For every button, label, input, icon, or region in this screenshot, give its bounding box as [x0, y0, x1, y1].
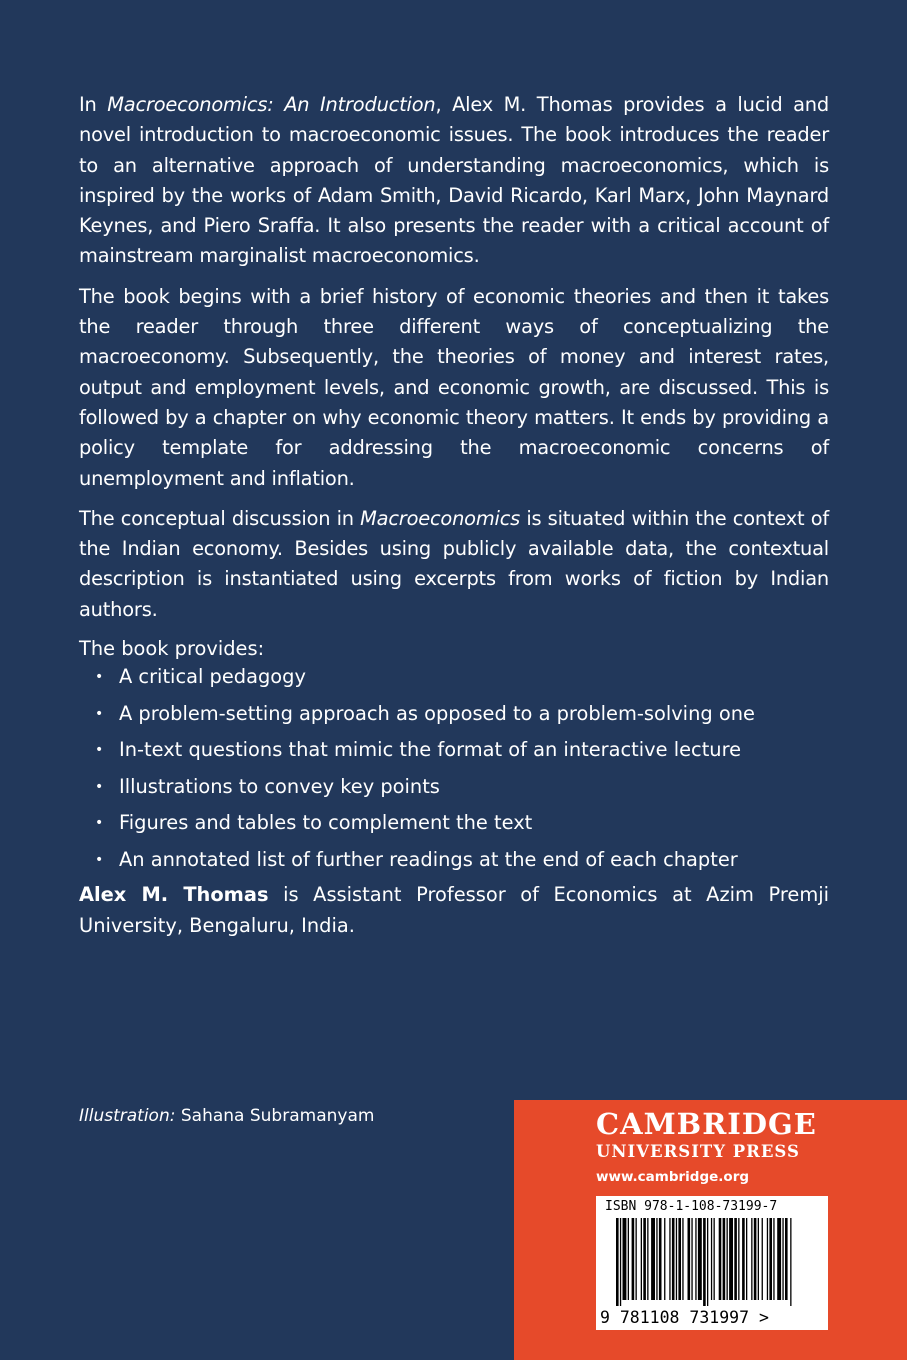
- barcode-bar: [623, 1218, 627, 1300]
- barcode-bar: [777, 1218, 781, 1300]
- barcode-bars: [598, 1218, 826, 1306]
- bullet-icon: •: [95, 851, 104, 868]
- barcode-bar: [719, 1218, 722, 1300]
- barcode-bar: [664, 1218, 665, 1300]
- bullet-icon: •: [95, 705, 104, 722]
- barcode-bar: [703, 1218, 706, 1306]
- barcode-bar: [656, 1218, 657, 1300]
- barcode-bar: [682, 1218, 683, 1300]
- barcode-bar: [678, 1218, 681, 1300]
- feature-item: • A problem-setting approach as opposed to a problem-solving one: [79, 700, 829, 737]
- barcode-bar: [746, 1218, 747, 1300]
- barcode-bar: [632, 1218, 635, 1300]
- barcode-bar: [714, 1218, 715, 1300]
- author-name: Alex M. Thomas: [79, 883, 269, 906]
- barcode-bar: [738, 1218, 739, 1300]
- barcode-number: 9 781108 731997 >: [600, 1308, 769, 1327]
- barcode-bar: [628, 1218, 629, 1300]
- description-paragraph-3: The conceptual discussion in Macroeconomics is situated within the context of the Indian economy. Besides using publicly available data, the contextual description is instantiated using excerpts from works of fiction by Indian authors.: [79, 506, 829, 621]
- feature-item: • Figures and tables to complement the text: [79, 809, 829, 846]
- barcode-bar: [643, 1218, 646, 1300]
- description-paragraph-2: The book begins with a brief history of economic theories and then it takes the reader through three different ways of conceptualizing the macroeconomy. Subsequently, the theories of money and interest rates, output and employment levels, and economic growth, are discussed. This is followed by a chapter on why economic theory matters. It ends by providing a policy template for addressing the macroeconomic concerns of unemployment and inflation.: [79, 284, 829, 490]
- barcode-bar: [641, 1218, 642, 1300]
- publisher-panel: [514, 1100, 907, 1360]
- barcode-bar: [723, 1218, 726, 1300]
- barcode-bar: [758, 1218, 759, 1300]
- publisher-logo-name: CAMBRIDGE: [596, 1107, 817, 1141]
- feature-item: • A critical pedagogy: [79, 663, 829, 700]
- barcode-bar: [785, 1218, 788, 1300]
- isbn-label: ISBN 978-1-108-73199-7: [605, 1199, 778, 1214]
- book-title-italic: Macroeconomics: An Introduction: [107, 93, 436, 116]
- barcode-bar: [790, 1218, 791, 1306]
- publisher-logo-subname: UNIVERSITY PRESS: [596, 1142, 800, 1161]
- illustration-credit: Illustration: Sahana Subramanyam: [79, 1106, 375, 1126]
- barcode-bar: [616, 1218, 619, 1306]
- barcode-bar: [751, 1218, 752, 1300]
- barcode-bar: [659, 1218, 662, 1300]
- barcode-bar: [762, 1218, 763, 1300]
- barcode-bar: [647, 1218, 648, 1300]
- barcode-bar: [672, 1218, 675, 1300]
- barcode-bar: [695, 1218, 696, 1300]
- barcode-bar: [729, 1218, 733, 1300]
- isbn-barcode: [596, 1196, 828, 1330]
- barcode-bar: [734, 1218, 737, 1300]
- author-bio: Alex M. Thomas is Assistant Professor of Economics at Azim Premji University, Bengaluru, India.: [79, 883, 829, 937]
- barcode-bar: [620, 1218, 621, 1306]
- bullet-icon: •: [95, 815, 104, 832]
- barcode-bar: [773, 1218, 774, 1300]
- barcode-bar: [782, 1218, 783, 1300]
- features-intro: The book provides:: [79, 637, 265, 661]
- feature-item: • Illustrations to convey key points: [79, 773, 829, 810]
- bullet-icon: •: [95, 669, 104, 686]
- features-list: [79, 663, 829, 882]
- barcode-bar: [754, 1218, 757, 1300]
- bullet-icon: •: [95, 778, 104, 795]
- feature-item: • In-text questions that mimic the format of an interactive lecture: [79, 736, 829, 773]
- barcode-bar: [711, 1218, 712, 1300]
- barcode-bar: [676, 1218, 677, 1300]
- credit-label: Illustration:: [79, 1106, 176, 1126]
- barcode-bar: [691, 1218, 692, 1300]
- barcode-bar: [727, 1218, 728, 1300]
- book-title-italic-short: Macroeconomics: [360, 506, 521, 530]
- barcode-bar: [636, 1218, 637, 1300]
- description-paragraph-1: In Macroeconomics: An Introduction, Alex M. Thomas provides a lucid and novel introduction to macroeconomic issues. The book introduces the reader to an alternative approach of understanding macroeconomics, which is inspired by the works of Adam Smith, David Ricardo, Karl Marx, John Maynard Keynes, and Piero Sraffa. It also presents the reader with a critical account of mainstream marginalist macroeconomics.: [79, 93, 829, 268]
- barcode-bar: [769, 1218, 772, 1300]
- barcode-bar: [707, 1218, 708, 1306]
- back-cover-text: [79, 90, 829, 882]
- barcode-bar: [669, 1218, 670, 1300]
- barcode-bar: [651, 1218, 655, 1300]
- publisher-website: www.cambridge.org: [596, 1169, 750, 1185]
- barcode-bar: [742, 1218, 745, 1300]
- barcode-bar: [698, 1218, 702, 1300]
- feature-item: • An annotated list of further readings at the end of each chapter: [79, 846, 829, 883]
- bullet-icon: •: [95, 742, 104, 759]
- barcode-bar: [688, 1218, 691, 1300]
- barcode-bar: [767, 1218, 768, 1300]
